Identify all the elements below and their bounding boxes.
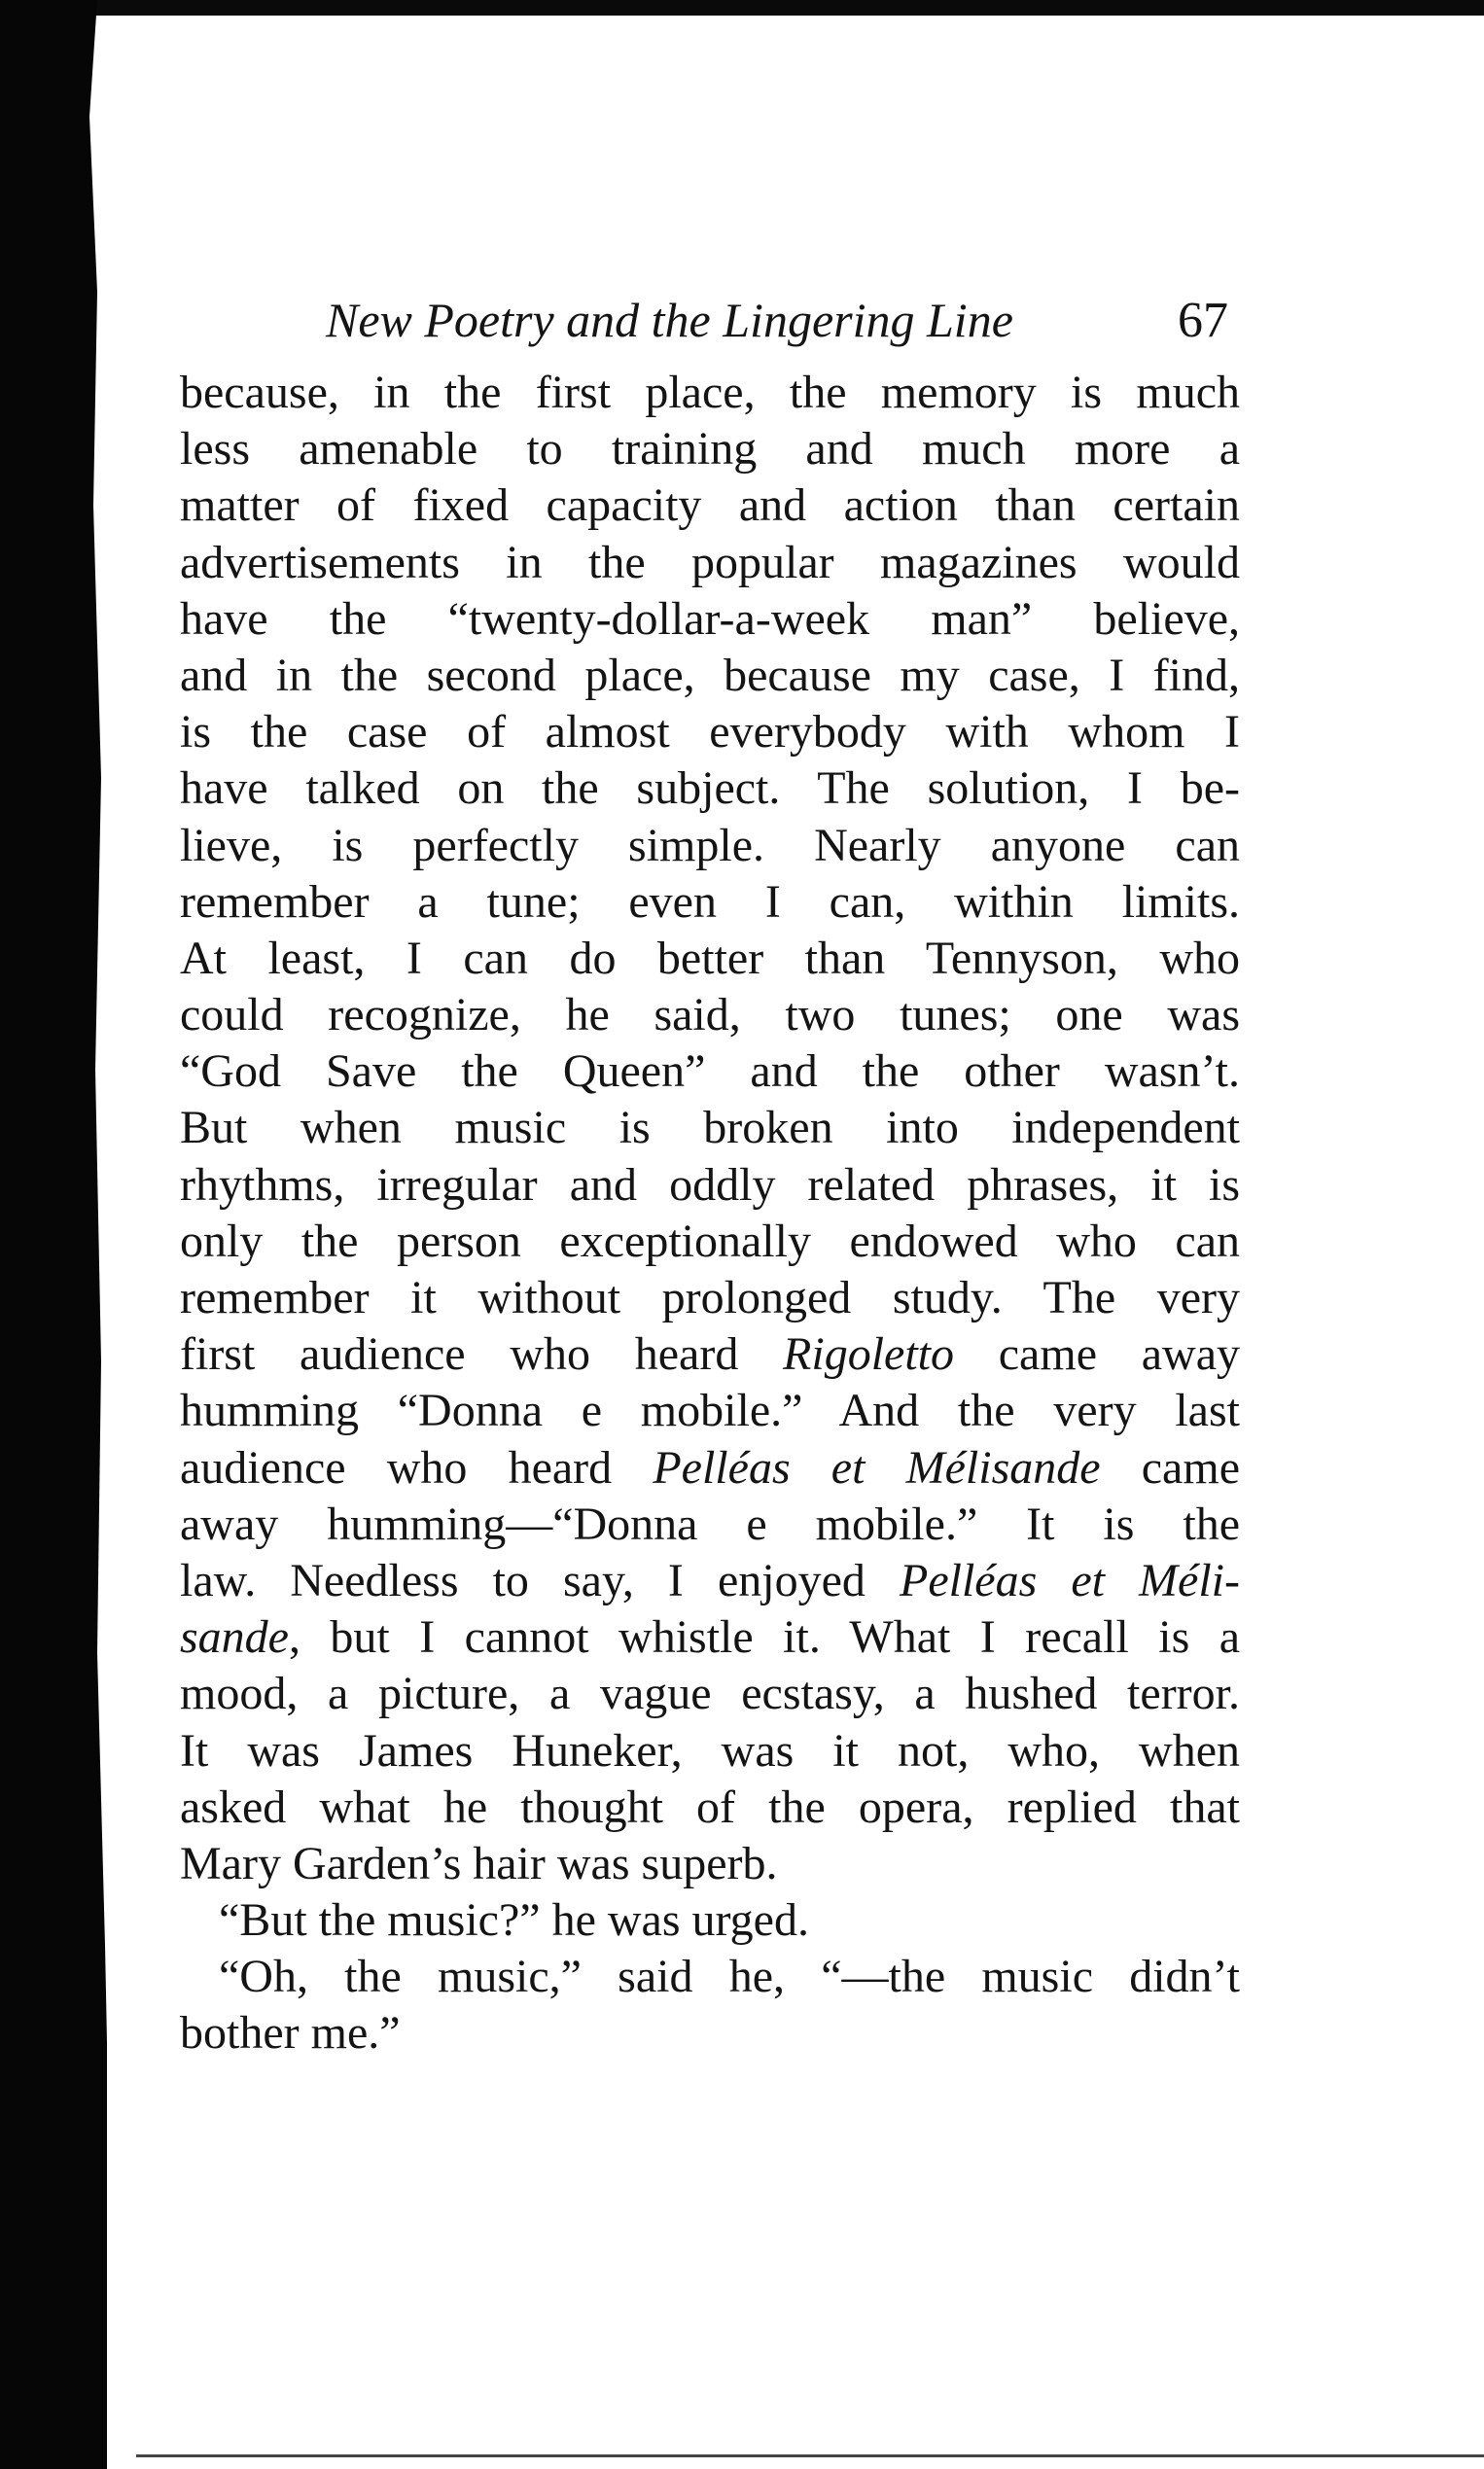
text-line: because, in the first place, the memory is much	[180, 367, 1240, 418]
text-segment: came away	[954, 1328, 1240, 1381]
dialogue-line: “Oh, the music,” said he, “—the music didn’t	[219, 1951, 1240, 2003]
text-line: It was James Huneker, was it not, who, when	[180, 1724, 1240, 1777]
page-number: 67	[1178, 293, 1228, 348]
text-line: “God Save the Queen” and the other wasn’t.	[180, 1045, 1240, 1098]
text-segment: , but I cannot whistle it. What I recall is a	[288, 1611, 1240, 1664]
scan-spine-shadow	[0, 0, 107, 2469]
text-line: and in the second place, because my case, I find,	[180, 649, 1240, 701]
text-line: At least, I can do better than Tennyson, who	[180, 932, 1240, 984]
text-line: humming “Donna e mobile.” And the very last	[180, 1385, 1240, 1437]
opera-title-italic: sande	[180, 1611, 289, 1664]
running-head	[180, 292, 1240, 349]
text-line	[180, 1609, 1240, 1666]
text-segment: audience who heard	[180, 1441, 654, 1494]
text-line: matter of fixed capacity and aсtion than certain	[180, 479, 1240, 532]
text-segment: law. Needless to say, I enjoyed	[180, 1554, 900, 1606]
body-text	[180, 365, 1240, 2063]
book-page	[180, 292, 1240, 2063]
dialogue-line: bother me.”	[180, 2007, 401, 2060]
text-line	[180, 1440, 1240, 1497]
dialogue-line: “But the music?” he was urged.	[219, 1894, 809, 1947]
text-line: could recognize, he said, two tunes; one was	[180, 989, 1240, 1041]
text-line: away humming—“Donna e mobile.” It is the	[180, 1498, 1240, 1550]
text-line: have talked on the subjeсt. The solution, I be-	[180, 762, 1240, 815]
text-line: Mary Garden’s hair was superb.	[180, 1837, 778, 1889]
text-segment: first audience who heard	[180, 1328, 784, 1381]
scan-top-edge	[0, 0, 1484, 16]
text-line: only the person exceptionally endowed who can	[180, 1215, 1240, 1267]
text-line: rhythms, irregular and oddly related phrases, it is	[180, 1158, 1240, 1211]
text-line: less amenable to training and much more a	[180, 423, 1240, 476]
text-segment: came	[1100, 1441, 1241, 1494]
running-head-title: New Poetry and the Lingering Line	[326, 293, 1013, 347]
scan-bottom-edge	[136, 2454, 1484, 2457]
text-line: But when music is broken into independent	[180, 1102, 1240, 1154]
text-line: lieve, is perfeсtly simple. Nearly anyone can	[180, 819, 1240, 871]
text-line: advertisements in the popular magazines would	[180, 536, 1240, 588]
text-line: remember it without prolonged study. The very	[180, 1272, 1240, 1323]
text-line: remember a tune; even I can, within limits.	[180, 875, 1240, 928]
opera-title-italic: Rigoletto	[783, 1328, 955, 1381]
text-line: have the “twenty-dollar-a-week man” believe,	[180, 592, 1240, 645]
text-line: mood, a piсture, a vague ecstasy, a hushed terror.	[180, 1668, 1240, 1720]
text-line: is the case of almost everybody with whom I	[180, 706, 1240, 758]
text-line: asked what he thought of the opera, replied that	[180, 1781, 1240, 1833]
text-line	[180, 1553, 1240, 1609]
opera-title-italic: Pelléas et Méli-	[900, 1554, 1240, 1606]
opera-title-italic: Pelléas et Mélisande	[653, 1441, 1101, 1494]
text-line	[180, 1326, 1240, 1383]
